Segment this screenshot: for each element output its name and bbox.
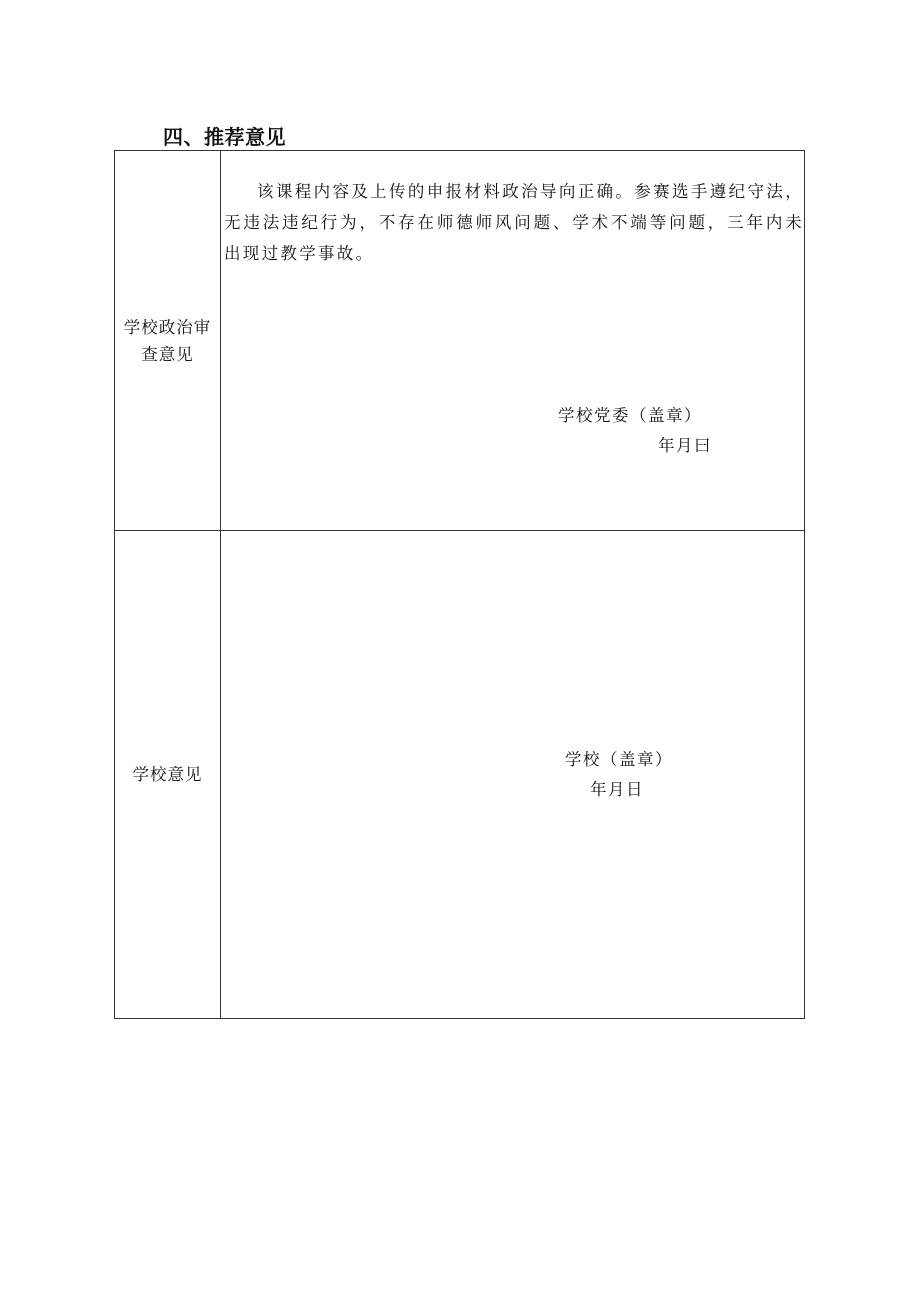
section-title: 四、推荐意见	[163, 125, 286, 149]
school-opinion-date: 年月日	[590, 780, 644, 799]
political-review-label: 学校政治审查意见	[115, 151, 221, 530]
school-opinion-row	[115, 531, 804, 1018]
political-review-row	[115, 151, 804, 531]
school-seal-line: 学校（盖章）	[565, 750, 673, 769]
political-review-content	[221, 151, 804, 530]
political-review-statement: 该课程内容及上传的申报材料政治导向正确。参赛选手遵纪守法，无违法违纪行为，不存在师德师风问题、学术不端等问题，三年内未出现过教学事故。	[224, 182, 804, 263]
recommendation-table	[114, 150, 805, 1019]
political-review-date: 年月曰	[658, 436, 712, 455]
party-committee-seal-line: 学校党委（盖章）	[558, 406, 702, 425]
school-opinion-content	[221, 531, 804, 1018]
school-opinion-label: 学校意见	[115, 531, 221, 1018]
